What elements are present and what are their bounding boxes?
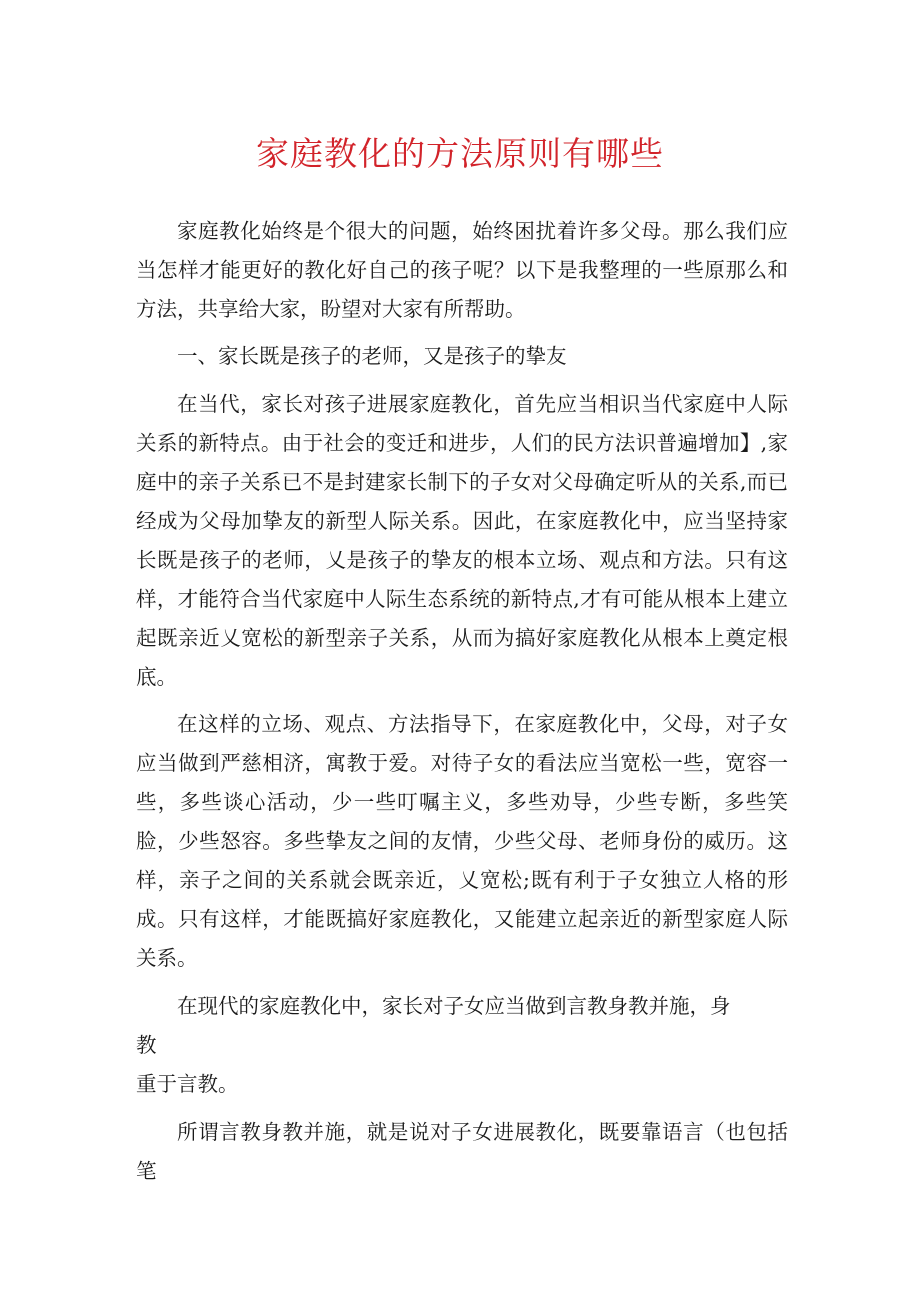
intro-paragraph: 家庭教化始终是个很大的问题，始终困扰着许多父母。那么我们应当怎样才能更好的教化好自己的孩子呢？以下是我整理的一些原那么和方法，共享给大家，盼望对大家有所帮助。	[136, 219, 788, 321]
document-body	[136, 212, 788, 1199]
body-paragraph-strict-kind: 在这样的立场、观点、方法指导下，在家庭教化中，父母，对子女应当做到严慈相济，寓教于爱。对待子女的看法应当宽松一些，宽容一些，多些谈心活动，少一些叮嘱主义，多些劝导，少些专断，多些笑脸，少些怒容。多些挚友之间的友情，少些父母、老师身份的威历。这样，亲子之间的关系就会既亲近，乂宽松;既有利于子女独立人格的形成。只有这样，才能既搞好家庭教化，又能建立起亲近的新型家庭人际关系。	[136, 712, 788, 970]
body-paragraph-teaching-line-1: 在现代的家庭教化中，家长对子女应当做到言教身教并施，身教	[136, 994, 731, 1057]
body-paragraph-teaching-detail: 所谓言教身教并施，就是说对子女进展教化，既要靠语言（也包括笔	[136, 1120, 788, 1183]
body-paragraph-modern-relations: 在当代，家长对孩子进展家庭教化，首先应当相识当代家庭中人际关系的新特点。由于社会的变迁和进步，人们的民方法识普遍增加】,家庭中的亲子关系已不是封建家长制下的子女对父母确定听从的关系,而已经成为父母加挚友的新型人际关系。因此，在家庭教化中，应当坚持家长既是孩子的老师，乂是孩子的挚友的根本立场、观点和方法。只有这样，才能符合当代家庭中人际生态系统的新特点,才有可能从根本上建立起既亲近乂宽松的新型亲子关系，从而为搞好家庭教化从根本上奠定根底。	[136, 392, 788, 689]
document-title: 家庭教化的方法原则有哪些	[256, 134, 664, 173]
section-heading: 一、家长既是孩子的老师，又是孩子的挚友	[177, 344, 567, 368]
body-paragraph-teaching-line-2: 重于言教。	[136, 1072, 239, 1096]
